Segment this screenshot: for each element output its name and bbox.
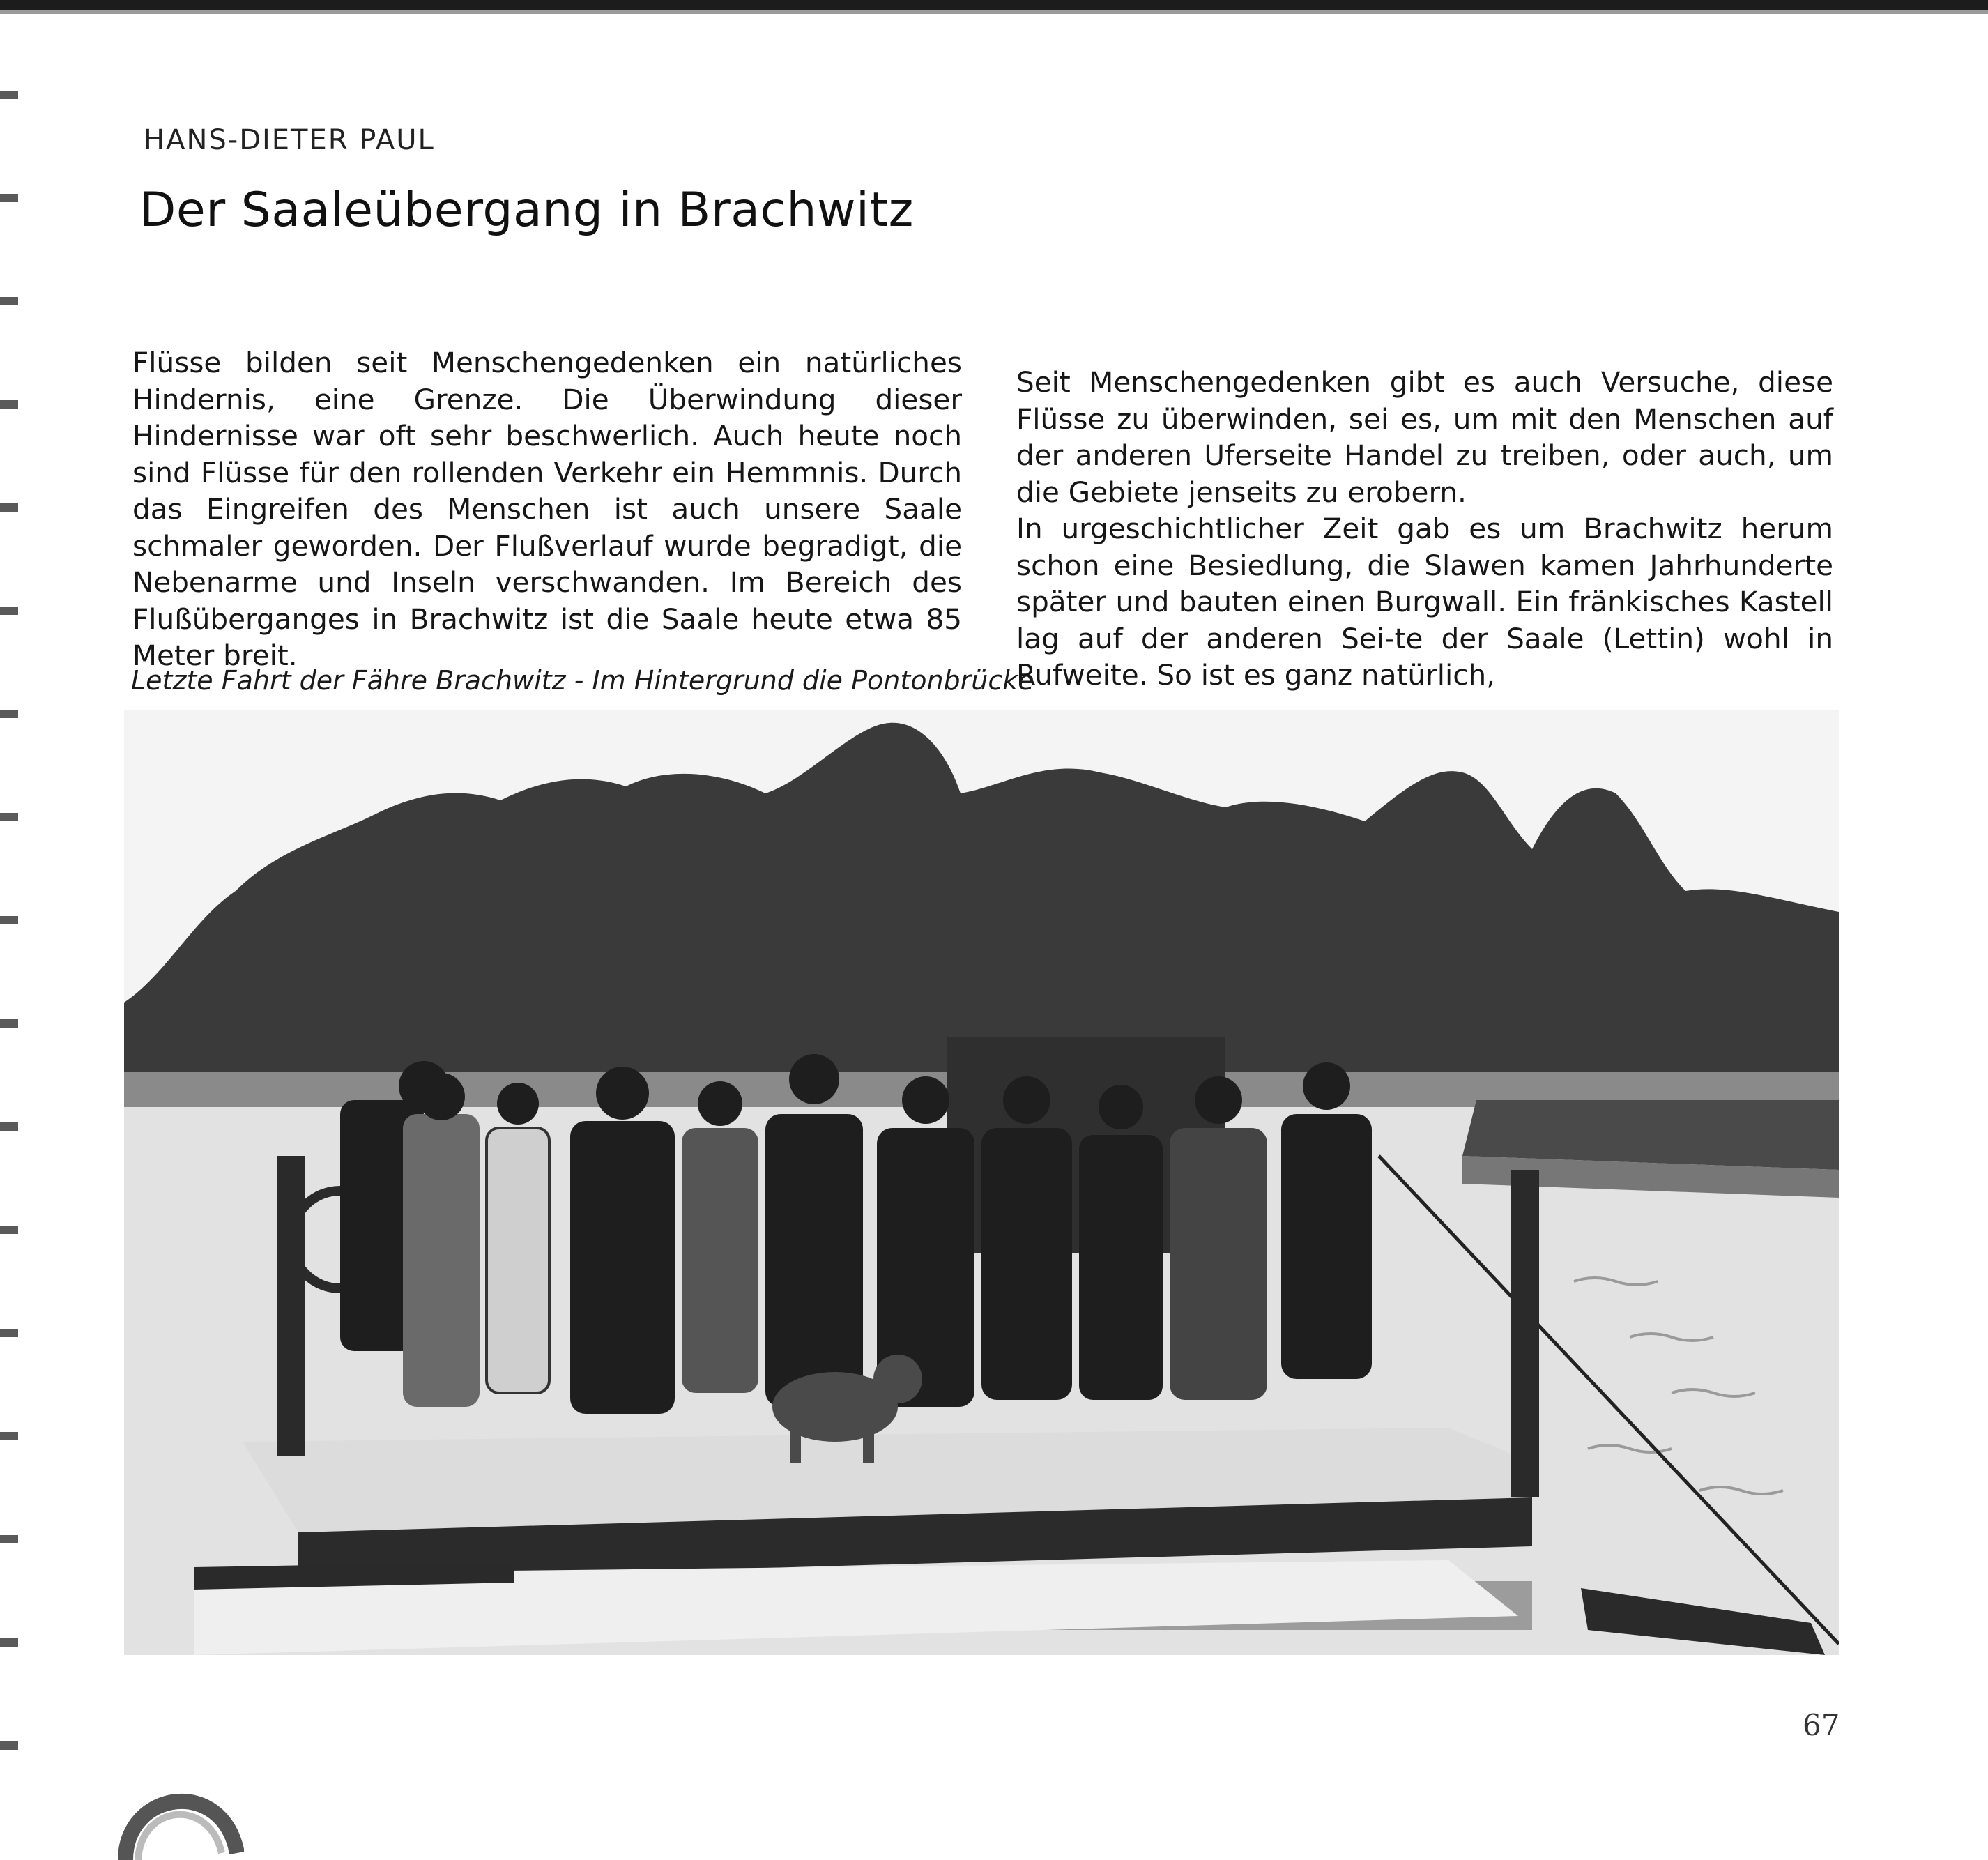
paragraph: Seit Menschengedenken gibt es auch Versuche, diese Flüsse zu überwinden, sei es, um mit den Menschen auf der anderen Uferseite Handel zu treiben, oder auch, um die Gebiete jenseits zu erobern. [1016, 365, 1833, 509]
photo-post-left [277, 1156, 305, 1456]
top-border-shadow [0, 10, 1988, 14]
photo-post-right [1511, 1170, 1539, 1497]
left-text-column [132, 344, 962, 674]
binding-edge [0, 14, 18, 1828]
article-title: Der Saaleübergang in Brachwitz [139, 183, 914, 238]
ferry-photo-illustration [124, 710, 1839, 1655]
page-number: 67 [1803, 1708, 1840, 1742]
paragraph: Flüsse bilden seit Menschengedenken ein natürliches Hindernis, eine Grenze. Die Überwindung dieser Hindernisse war oft sehr beschwerlich. Auch heute noch sind Flüsse für den rollenden Verkehr ein Hemmnis. Durch das Eingreifen des Menschen ist auch unsere Saale schmaler geworden. Der Flußverlauf wurde begradigt, die Nebenarme und Inseln verschwanden. Im Bereich des Flußüberganges in Brachwitz ist die Saale heute etwa 85 Meter breit. [132, 346, 962, 672]
top-border [0, 0, 1988, 10]
binding-ring-mark [105, 1748, 244, 1860]
right-text-column [1016, 364, 1833, 694]
paragraph: In urgeschichtlicher Zeit gab es um Brachwitz herum schon eine Besiedlung, die Slawen kamen Jahrhunderte später und bauten einen Burgwall. Ein fränkisches Kastell lag auf der anderen Sei-te der Saale (Lettin) wohl in Rufweite. So ist es ganz natürlich, [1016, 512, 1833, 692]
author-name: HANS-DIETER PAUL [144, 124, 435, 156]
photo-caption: Letzte Fahrt der Fähre Brachwitz - Im Hintergrund die Pontonbrücke [131, 665, 1034, 696]
ferry-photograph [124, 710, 1839, 1655]
